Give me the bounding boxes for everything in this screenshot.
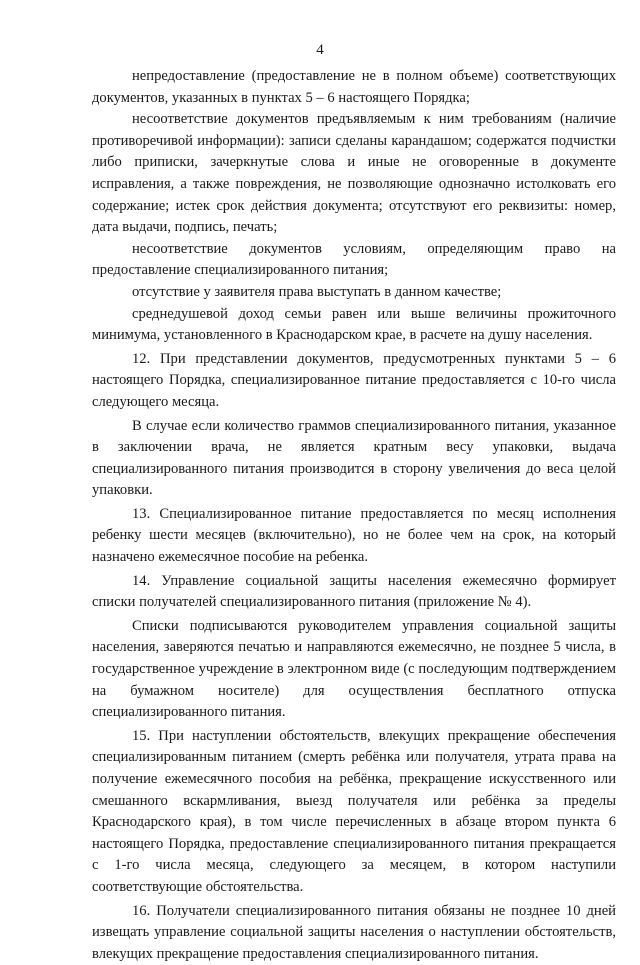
paragraph-condition-mismatch: несоответствие документов условиям, определяющим право на предоставление специализированного питания; [92, 240, 616, 279]
paragraph-document-mismatch: несоответствие документов предъявляемым к ним требованиям (наличие противоречивой информации): записи сделаны карандашом; содержатся подчистки либо приписки, зачеркнутые слова и иные не оговоренные в документе исправления, а также повреждения, не позволяющие однозначно истолковать его содержание; истек срок действия документа; отсутствуют его реквизиты: номер, дата выдачи, подпись, печать; [92, 111, 616, 236]
paragraph-item-15: 15. При наступлении обстоятельств, влекущих прекращение обеспечения специализированным питанием (смерть ребёнка или получателя, утрата права на получение ежемесячного пособия на ребёнка, прекращение искусственного или смешанного вскармливания, выезд получателя или ребёнка за пределы Краснодарского края), в том числе перечисленных в абзаце втором пункта 6 настоящего Порядка, предоставление специализированного питания прекращается с 1-го числа месяца, следующего за месяцем, в котором наступили соответствующие обстоятельства. [92, 727, 616, 895]
paragraph-item-13: 13. Специализированное питание предоставляется по месяц исполнения ребенку шести месяцев (включительно), но не более чем на срок, на который назначено ежемесячное пособие на ребенка. [92, 505, 616, 566]
paragraph-income: среднедушевой доход семьи равен или выше величины прожиточного минимума, установленного в Краснодарском крае, в расчете на душу населения. [92, 305, 616, 344]
paragraph-non-submission: непредоставление (предоставление не в полном объеме) соответствующих документов, указанных в пунктах 5 – 6 настоящего Порядка; [92, 68, 616, 106]
paragraph-package-weight: В случае если количество граммов специализированного питания, указанное в заключении врача, не является кратным весу упаковки, выдача специализированного питания производится в сторону увеличения до веса целой упаковки. [92, 417, 616, 499]
document-body [92, 66, 616, 965]
page-number: 4 [316, 42, 324, 58]
paragraph-lists: Списки подписываются руководителем управления социальной защиты населения, заверяются печатью и направляются ежемесячно, не позднее 5 числа, в государственное учреждение в электронном виде (с последующим подтверждением на бумажном носителе) для осуществления бесплатного отпуска специализированного питания. [92, 617, 616, 721]
paragraph-item-16: 16. Получатели специализированного питания обязаны не позднее 10 дней извещать управление социальной защиты населения о наступлении обстоятельств, влекущих прекращение предоставления специализированного питания. [92, 902, 616, 962]
paragraph-no-right: отсутствие у заявителя права выступать в данном качестве; [132, 283, 502, 300]
paragraph-item-12: 12. При представлении документов, предусмотренных пунктами 5 – 6 настоящего Порядка, специализированное питание предоставляется с 10-го числа следующего месяца. [92, 350, 616, 410]
paragraph-item-14: 14. Управление социальной защиты населения ежемесячно формирует списки получателей специализированного питания (приложение № 4). [92, 572, 616, 611]
